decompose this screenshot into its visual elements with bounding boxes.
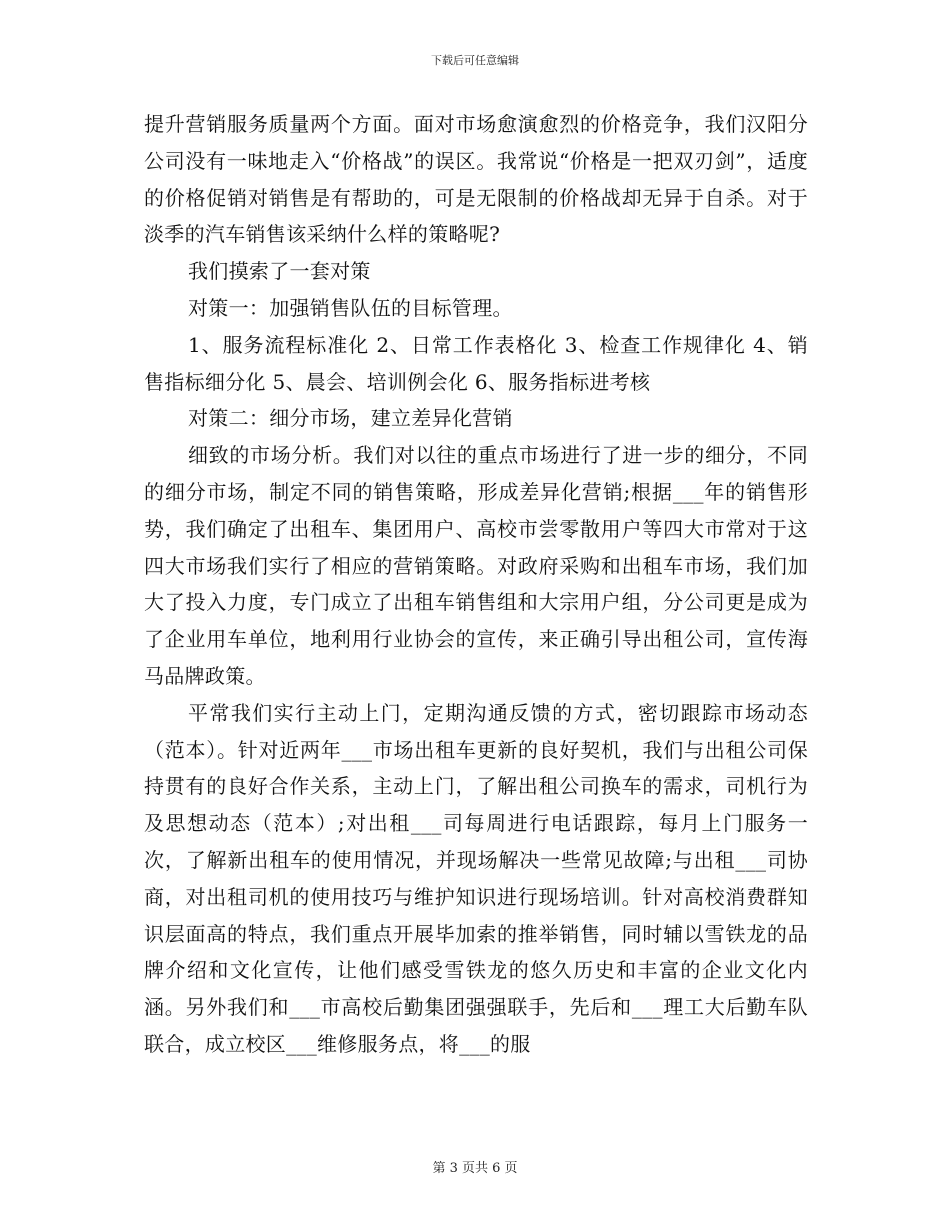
document-body [144,106,808,1063]
paragraph-strategy-intro: 我们摸索了一套对策 [188,259,371,284]
paragraph-strategy-one-items: 1、服务流程标准化 2、日常工作表格化 3、检查工作规律化 4、销售指标细分化 5、晨会、培训例会化 6、服务指标进考核 [144,332,808,394]
paragraph-field-service: 平常我们实行主动上门，定期沟通反馈的方式，密切跟踪市场动态（范本）。针对近两年___市场出租车更新的良好契机，我们与出租公司保持贯有的良好合作关系，主动上门，了解出租公司换车的需求，司机行为及思想动态（范本）;对出租___司每周进行电话跟踪，每月上门服务一次，了解新出租车的使用情况，并现场解决一些常见故障;与出租___司协商，对出租司机的使用技巧与维护知识进行现场培训。针对高校消费群知识层面高的特点，我们重点开展毕加索的推举销售，同时辅以雪铁龙的品牌介绍和文化宣传，让他们感受雪铁龙的悠久历史和丰富的企业文化内涵。另外我们和___市高校后勤集团强强联手，先后和___理工大后勤车队联合，成立校区___维修服务点，将___的服 [144,700,808,1056]
paragraph-intro: 提升营销服务质量两个方面。面对市场愈演愈烈的价格竞争，我们汉阳分公司没有一味地走入“价格战”的误区。我常说“价格是一把双刃剑”，适度的价格促销对销售是有帮助的，可是无限制的价格战却无异于自杀。对于淡季的汽车销售该采纳什么样的策略呢? [144,112,808,247]
paragraph-strategy-one: 对策一：加强销售队伍的目标管理。 [188,295,513,320]
paragraph-market-analysis: 细致的市场分析。我们对以往的重点市场进行了进一步的细分，不同的细分市场，制定不同的销售策略，形成差异化营销;根据___年的销售形势，我们确定了出租车、集团用户、高校市尝零散用户等四大市常对于这四大市场我们实行了相应的营销策略。对政府采购和出租车市场，我们加大了投入力度，专门成立了出租车销售组和大宗用户组，分公司更是成为了企业用车单位，地利用行业协会的宣传，来正确引导出租公司，宣传海马品牌政策。 [144,443,808,688]
page-number: 第 3 页共 6 页 [432,1161,518,1176]
page-header: 下载后可任意编辑 [431,54,519,67]
paragraph-strategy-two: 对策二：细分市场，建立差异化营销 [188,406,513,431]
